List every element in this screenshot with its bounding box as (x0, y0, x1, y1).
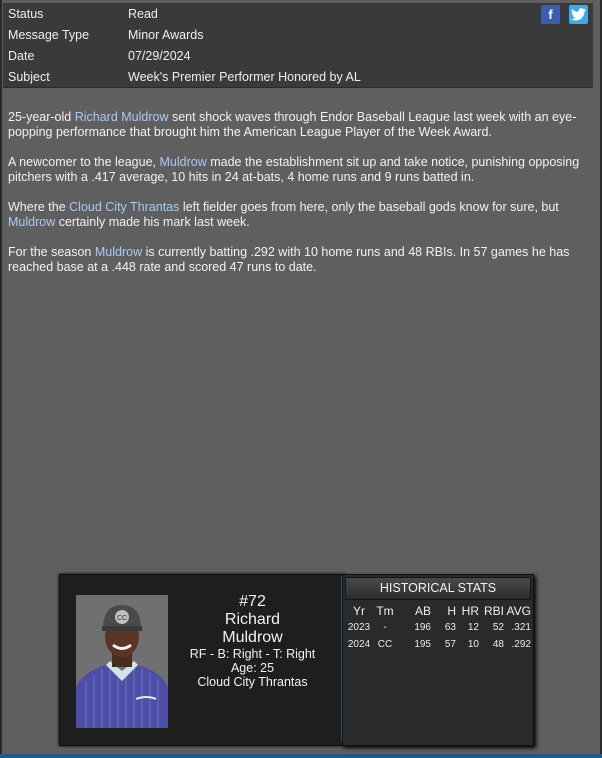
cell-hr: 12 (467, 622, 479, 633)
message-header (3, 3, 593, 88)
cell-h: 63 (444, 622, 456, 633)
cell-avg: .321 (511, 622, 531, 633)
cell-rbi: 48 (492, 639, 504, 650)
cell-year: 2023 (347, 622, 371, 633)
cell-ab: 195 (414, 639, 431, 650)
cell-avg: .292 (511, 639, 531, 650)
article-text: left fielder goes from here, only the baseball gods know for sure, but (179, 200, 559, 214)
cell-h: 57 (444, 639, 456, 650)
cap-logo-text: CC (116, 615, 128, 622)
player-team: Cloud City Thrantas (197, 675, 308, 689)
article-text: For the season (8, 245, 95, 259)
historical-stats-panel (342, 574, 534, 746)
date-label: Date (8, 49, 35, 63)
article-text: A newcomer to the league, (8, 155, 160, 169)
article-text: 25-year-old (8, 110, 75, 124)
player-position-bats-throws: RF - B: Right - T: Right (189, 647, 316, 661)
col-ab[interactable]: AB (414, 604, 431, 618)
subject-value: Week's Premier Performer Honored by AL (128, 70, 361, 84)
cell-team: CC (377, 639, 393, 650)
col-h[interactable]: H (447, 604, 456, 618)
player-photo[interactable] (76, 595, 168, 728)
player-card (59, 574, 346, 746)
player-link[interactable]: Richard Muldrow (74, 110, 169, 124)
cell-ab: 196 (414, 622, 431, 633)
message-type-value: Minor Awards (128, 28, 204, 42)
player-first-name: Richard (224, 611, 281, 628)
article-text: certainly made his mark last week. (55, 215, 250, 229)
article-text: Where the (8, 200, 70, 214)
player-number: #72 (239, 593, 266, 610)
table-row (345, 636, 531, 653)
article-text: is currently batting .292 with 10 home runs and 48 RBIs. In 57 games he has reached base at a .448 rate and scored 47 runs to date. (8, 245, 570, 274)
player-link[interactable]: Muldrow (159, 155, 207, 169)
status-value: Read (128, 7, 158, 21)
historical-stats-table (345, 603, 531, 653)
player-age: Age: 25 (230, 661, 275, 675)
article-text: made the establishment sit up and take notice, punishing opposing pitchers with a .417 average, 10 hits in 24 at-bats, 4 home runs and 9 runs batted in. (8, 155, 580, 184)
cell-team: - (383, 622, 387, 633)
article-paragraph (8, 245, 588, 275)
col-avg[interactable]: AVG (506, 604, 531, 618)
player-info (180, 593, 325, 689)
article-paragraph (8, 110, 588, 140)
facebook-share-button[interactable] (541, 5, 560, 24)
subject-label: Subject (8, 70, 50, 84)
player-link[interactable]: Muldrow (94, 245, 143, 259)
cell-year: 2024 (347, 639, 371, 650)
twitter-share-button[interactable] (569, 5, 588, 24)
player-link[interactable]: Muldrow (8, 215, 56, 229)
status-label: Status (8, 7, 44, 21)
facebook-icon: f (548, 7, 553, 22)
col-hr[interactable]: HR (461, 604, 479, 618)
col-year[interactable]: Yr (353, 604, 365, 618)
stats-header-row (345, 603, 531, 619)
date-value: 07/29/2024 (128, 49, 191, 63)
cell-hr: 10 (467, 639, 479, 650)
col-team[interactable]: Tm (376, 604, 394, 618)
bottom-accent-bar (0, 754, 602, 758)
player-last-name: Muldrow (222, 629, 283, 646)
article-text: sent shock waves through Endor Baseball League last week with an eye-popping performance that brought him the American League Player of the Week Award. (8, 110, 577, 139)
article-paragraph (8, 155, 588, 185)
cell-rbi: 52 (492, 622, 504, 633)
article-paragraph (8, 200, 588, 230)
table-row (345, 619, 531, 636)
historical-stats-title[interactable]: HISTORICAL STATS (345, 577, 531, 600)
twitter-icon (571, 8, 586, 21)
col-rbi[interactable]: RBI (483, 604, 504, 618)
team-link[interactable]: Cloud City Thrantas (69, 200, 180, 214)
message-type-label: Message Type (8, 28, 90, 42)
player-portrait-icon (76, 595, 168, 728)
news-article (8, 110, 588, 290)
